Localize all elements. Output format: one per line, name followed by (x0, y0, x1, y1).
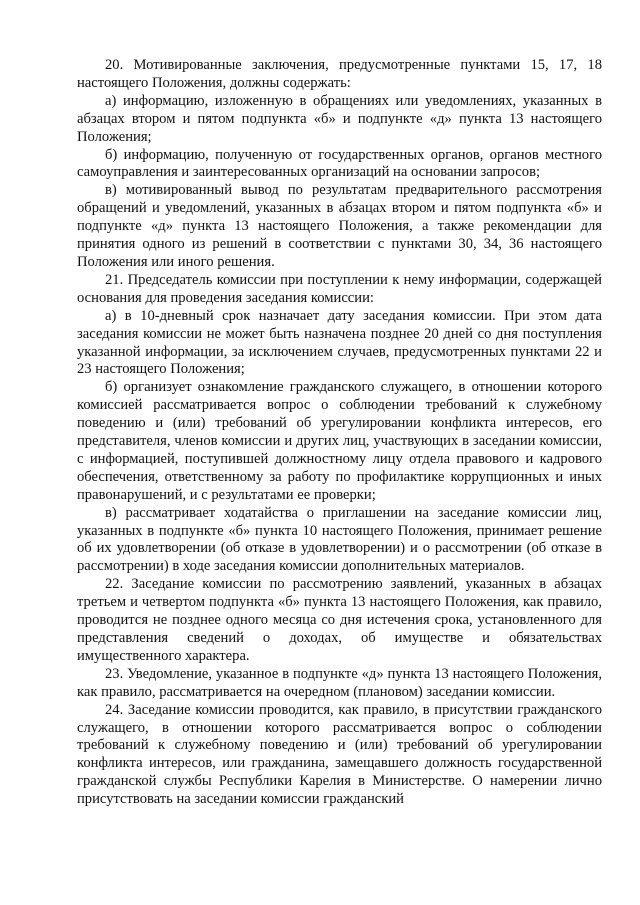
paragraph-24: 24. Заседание комиссии проводится, как правило, в присутствии гражданского служащего, в отношении которого рассматривается вопрос о соблюдении требований к служебному поведению и (или) требований об урегулировании конфликта интересов, или гражданина, замещавшего должность государственной гражданской службы Республики Карелия в Министерстве. О намерении лично присутствовать на заседании комиссии гражданский (77, 701, 602, 808)
paragraph-22: 22. Заседание комиссии по рассмотрению заявлений, указанных в абзацах третьем и четвертом подпункта «б» пункта 13 настоящего Положения, как правило, проводится не позднее одного месяца со дня истечения срока, установленного для представления сведений о доходах, об имуществе и обязательствах имущественного характера. (77, 576, 602, 664)
paragraph-21-v: в) рассматривает ходатайства о приглашении на заседание комиссии лиц, указанных в подпункте «б» пункта 10 настоящего Положения, принимает решение об их удовлетворении (об отказе в удовлетворении) и о рассмотрении (об отказе в рассмотрении) в ходе заседания комиссии дополнительных материалов. (77, 504, 602, 575)
paragraph-20: 20. Мотивированные заключения, предусмотренные пунктами 15, 17, 18 настоящего Положения, должны содержать: (77, 57, 602, 91)
paragraph-21-a: а) в 10-дневный срок назначает дату заседания комиссии. При этом дата заседания комиссии не может быть назначена позднее 20 дней со дня поступления указанной информации, за исключением случаев, предусмотренных пунктами 22 и 23 настоящего Положения; (77, 307, 602, 378)
paragraph-20-b: б) информацию, полученную от государственных органов, органов местного самоуправления и заинтересованных организаций на основании запросов; (77, 146, 602, 181)
paragraph-20-a: а) информацию, изложенную в обращениях или уведомлениях, указанных в абзацах втором и пятом подпункта «б» и подпункте «д» пункта 13 настоящего Положения; (77, 92, 602, 145)
paragraph-20-v: в) мотивированный вывод по результатам предварительного рассмотрения обращений и уведомлений, указанных в абзацах втором и пятом подпункта «б» и подпункте «д» пункта 13 настоящего Положения, а также рекомендации для принятия одного из решений в соответствии с пунктами 30, 34, 36 настоящего Положения или иного решения. (77, 182, 602, 270)
document-page (77, 57, 602, 809)
paragraph-21: 21. Председатель комиссии при поступлении к нему информации, содержащей основания для проведения заседания комиссии: (77, 271, 602, 306)
paragraph-23: 23. Уведомление, указанное в подпункте «д» пункта 13 настоящего Положения, как правило, рассматривается на очередном (плановом) заседании комиссии. (77, 665, 602, 700)
paragraph-21-b: б) организует ознакомление гражданского служащего, в отношении которого комиссией рассматривается вопрос о соблюдении требований к служебному поведению и (или) требований об урегулировании конфликта интересов, его представителя, членов комиссии и других лиц, участвующих в заседании комиссии, с информацией, поступившей должностному лицу отдела правового и кадрового обеспечения, ответственному за работу по профилактике коррупционных и иных правонарушений, и с результатами ее проверки; (77, 379, 602, 503)
